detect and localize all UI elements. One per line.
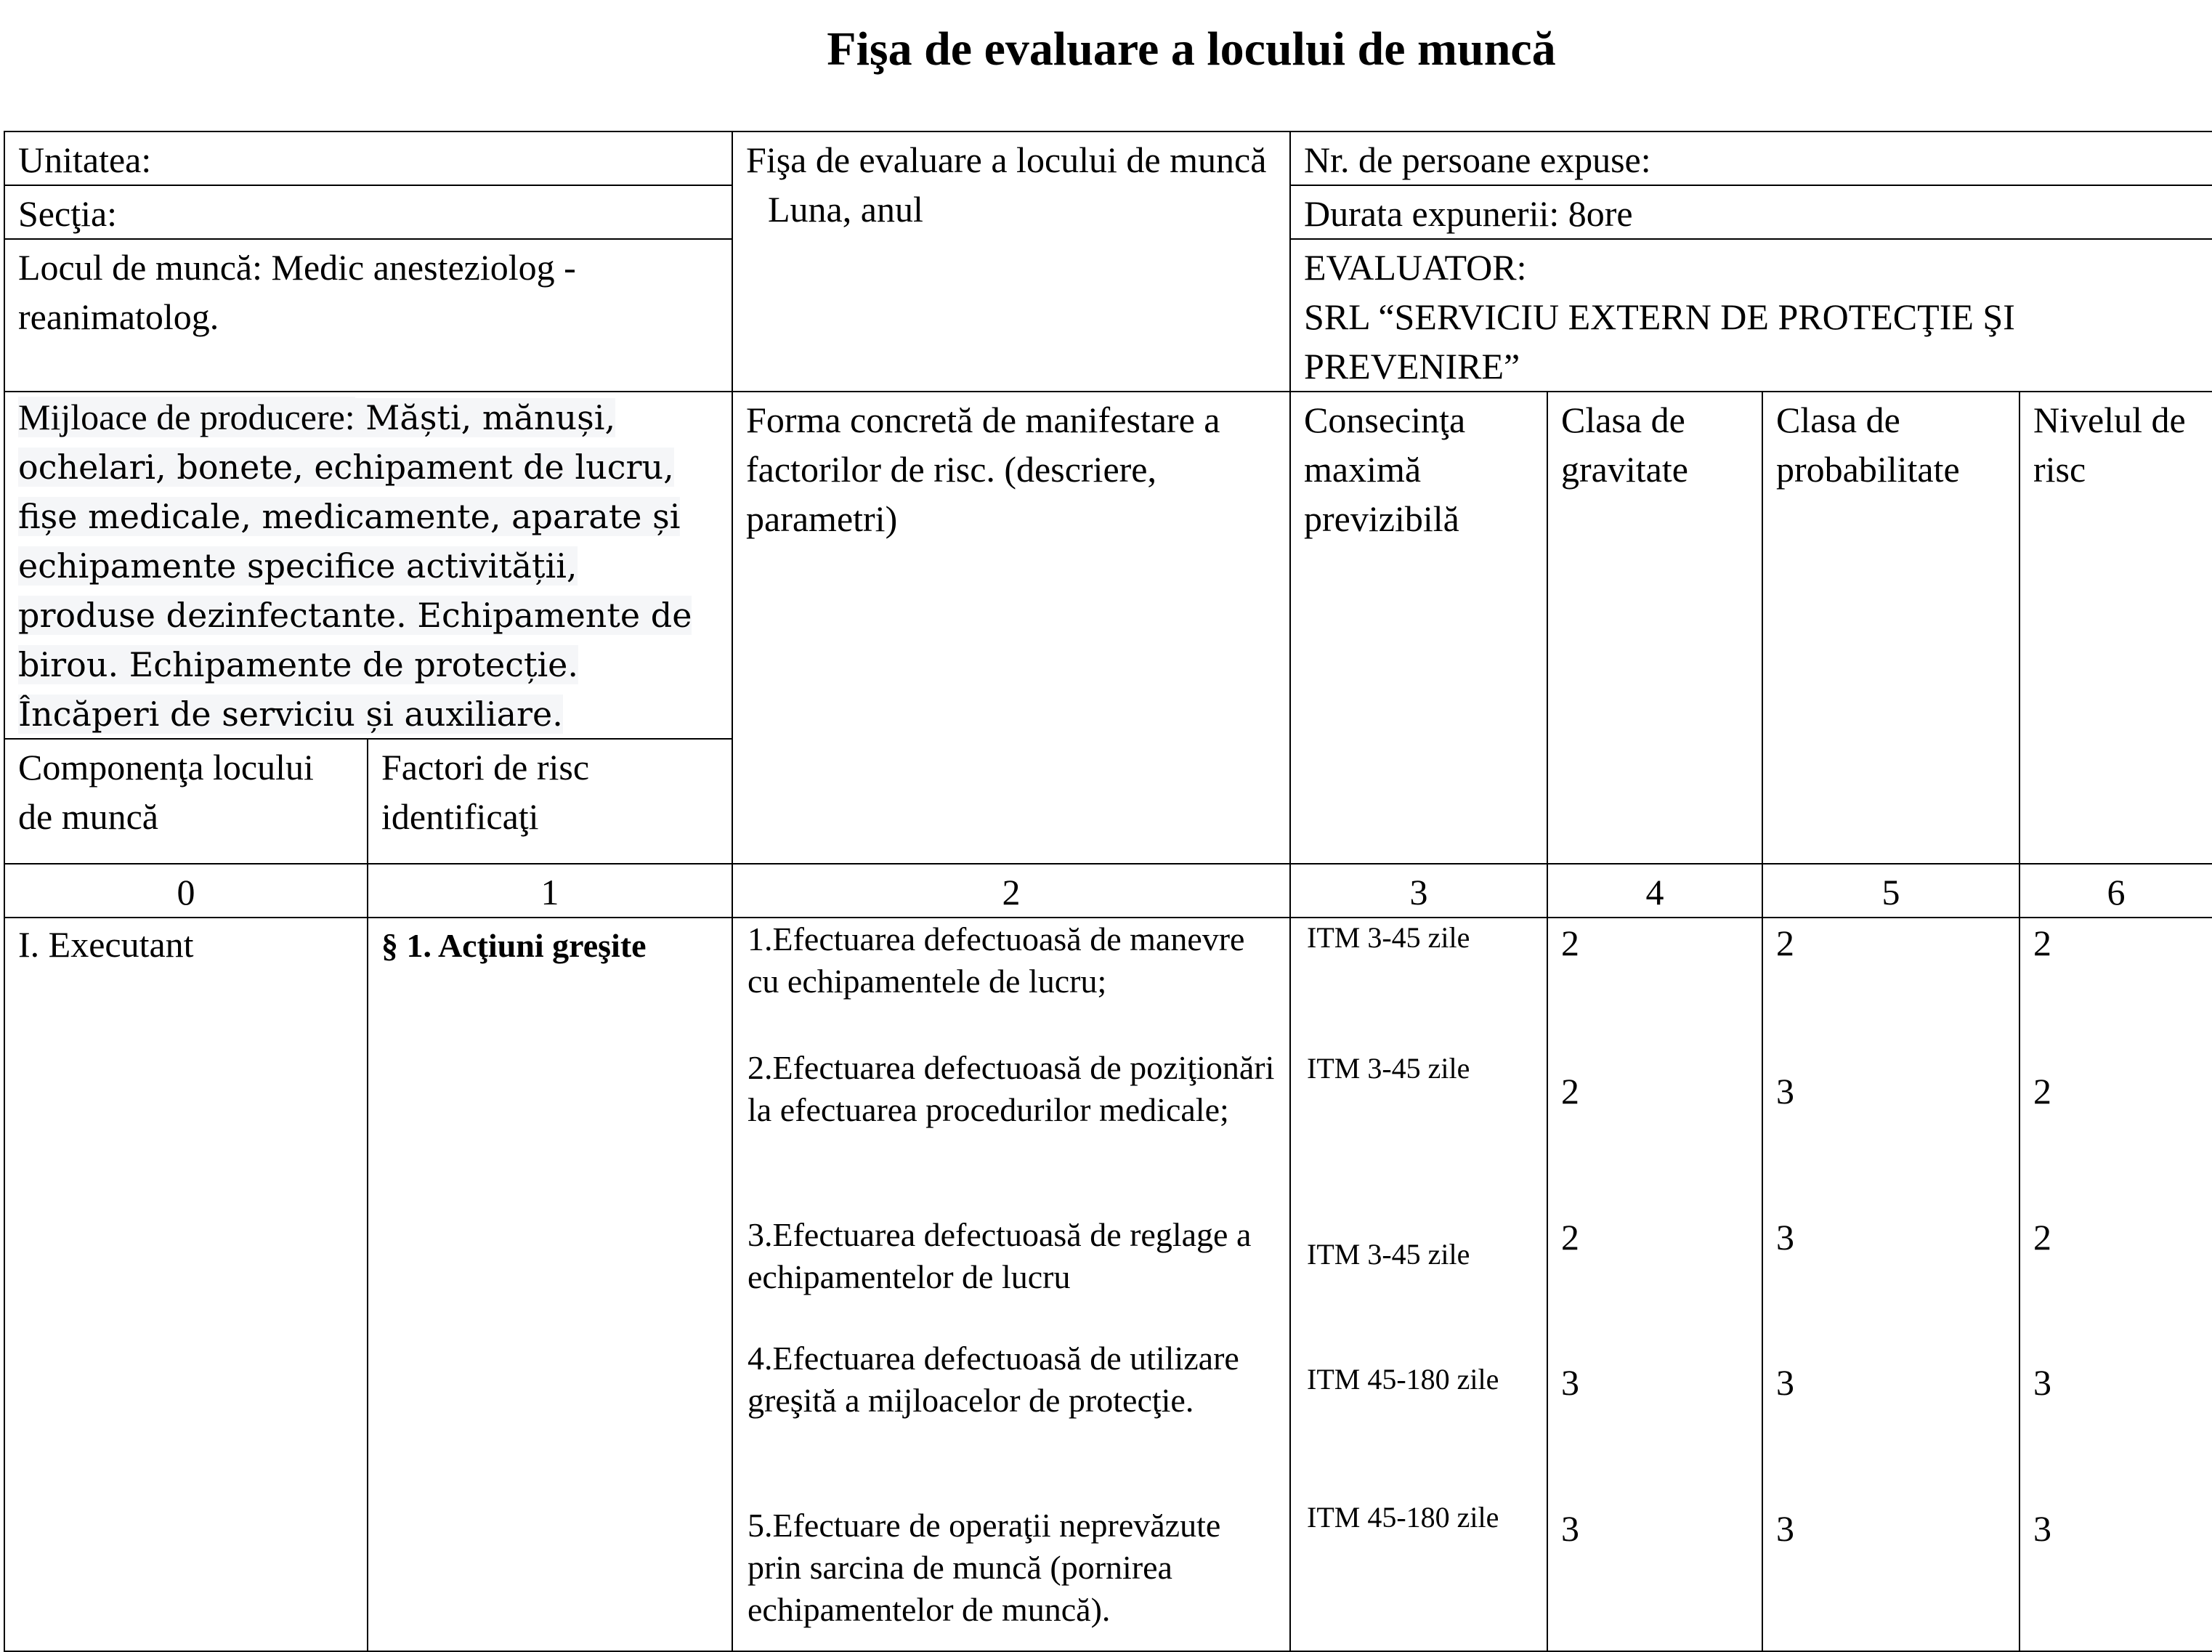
document-title: Fişa de evaluare a locului de muncă <box>827 23 1556 76</box>
gravitate-item-3: 2 <box>1561 1217 1580 1258</box>
consecinta-item-1: ITM 3-45 zile <box>1307 921 1470 954</box>
fisa-label: Fişa de evaluare a locului de muncă <box>746 139 1267 180</box>
probabilitate-item-4: 3 <box>1776 1362 1795 1403</box>
evaluation-table <box>4 131 2212 1652</box>
probabilitate-header-label: Clasa de probabilitate <box>1776 400 1960 490</box>
consecinta-cell <box>1290 918 1547 1651</box>
forma-item-2: 2.Efectuarea defectuoasă de poziţionări la efectuarea procedurilor medicale; <box>748 1049 1275 1128</box>
mijloace-text: Măști, mănuși, ochelari, bonete, echipament de lucru, fișe medicale, medicamente, aparate și echipamente specifice activității, produse dezinfectante. Echipamente de birou. Echipamente de protecție. Încăperi de serviciu și auxiliare. <box>18 398 692 734</box>
nivel-item-2: 2 <box>2033 1071 2052 1112</box>
probabilitate-item-1: 2 <box>1776 923 1795 963</box>
forma-item-3: 3.Efectuarea defectuoasă de reglage a echipamentelor de lucru <box>748 1216 1252 1295</box>
probabilitate-item-2: 3 <box>1776 1071 1795 1112</box>
forma-item-1: 1.Efectuarea defectuoasă de manevre cu echipamentele de lucru; <box>748 920 1245 1000</box>
forma-cell <box>732 918 1290 1651</box>
column-number: 1 <box>368 864 732 918</box>
column-number: 5 <box>1762 864 2019 918</box>
factori-header <box>368 739 732 864</box>
gravitate-header-label: Clasa de gravitate <box>1561 400 1688 490</box>
gravitate-item-2: 2 <box>1561 1071 1580 1112</box>
componenta-header <box>4 739 368 864</box>
nivel-item-3: 2 <box>2033 1217 2052 1258</box>
column-number: 6 <box>2019 864 2212 918</box>
componenta-header-label: Componenţa locului de muncă <box>18 747 314 837</box>
consecinta-header <box>1290 392 1547 864</box>
locul-label: Locul de muncă: Medic anesteziolog - reanimatolog. <box>18 247 576 337</box>
gravitate-cell <box>1547 918 1762 1651</box>
evaluator-cell <box>1290 239 2212 392</box>
unitatea-cell <box>4 131 732 185</box>
nr-persoane-cell <box>1290 131 2212 185</box>
forma-item-4: 4.Efectuarea defectuoasă de utilizare greşită a mijloacelor de protecţie. <box>748 1340 1239 1419</box>
consecinta-item-5: ITM 45-180 zile <box>1307 1501 1499 1534</box>
componenta-cell <box>4 918 368 1651</box>
sectia-label: Secţia: <box>18 193 118 234</box>
durata-label: Durata expunerii: 8ore <box>1304 193 1633 234</box>
factor-value: § 1. Acţiuni greşite <box>381 927 647 964</box>
nivel-item-5: 3 <box>2033 1508 2052 1549</box>
unitatea-label: Unitatea: <box>18 139 152 180</box>
consecinta-item-4: ITM 45-180 zile <box>1307 1363 1499 1396</box>
gravitate-header <box>1547 392 1762 864</box>
nivel-item-4: 3 <box>2033 1362 2052 1403</box>
nivel-cell <box>2019 918 2212 1651</box>
consecinta-item-2: ITM 3-45 zile <box>1307 1052 1470 1085</box>
probabilitate-item-3: 3 <box>1776 1217 1795 1258</box>
consecinta-item-3: ITM 3-45 zile <box>1307 1238 1470 1271</box>
nivel-item-1: 2 <box>2033 923 2052 963</box>
column-number: 4 <box>1547 864 1762 918</box>
probabilitate-cell <box>1762 918 2019 1651</box>
mijloace-cell <box>4 392 732 739</box>
locul-cell <box>4 239 732 392</box>
column-number: 0 <box>4 864 368 918</box>
probabilitate-item-5: 3 <box>1776 1508 1795 1549</box>
evaluator-name: SRL “SERVICIU EXTERN DE PROTECŢIE ŞI PREVENIRE” <box>1304 296 2015 386</box>
componenta-value: I. Executant <box>18 924 194 965</box>
luna-anul-label: Luna, anul <box>768 189 923 230</box>
gravitate-item-4: 3 <box>1561 1362 1580 1403</box>
column-number: 2 <box>732 864 1290 918</box>
factori-header-label: Factori de risc identificaţi <box>381 747 590 837</box>
forma-header <box>732 392 1290 864</box>
nr-persoane-label: Nr. de persoane expuse: <box>1304 139 1651 180</box>
gravitate-item-1: 2 <box>1561 923 1580 963</box>
durata-cell <box>1290 185 2212 239</box>
factor-cell <box>368 918 732 1651</box>
forma-header-label: Forma concretă de manifestare a factorilor de risc. (descriere, parametri) <box>746 400 1220 539</box>
nivel-header-label: Nivelul de risc <box>2033 400 2186 490</box>
sectia-cell <box>4 185 732 239</box>
gravitate-item-5: 3 <box>1561 1508 1580 1549</box>
fisa-cell <box>732 131 1290 392</box>
mijloace-label: Mijloace de producere: <box>18 397 355 437</box>
consecinta-header-label: Consecinţa maximă previzibilă <box>1304 400 1466 539</box>
evaluator-label: EVALUATOR: <box>1304 247 1527 288</box>
probabilitate-header <box>1762 392 2019 864</box>
nivel-header <box>2019 392 2212 864</box>
forma-item-5: 5.Efectuare de operaţii neprevăzute prin sarcina de muncă (pornirea echipamentelor de muncă). <box>748 1507 1221 1628</box>
column-number: 3 <box>1290 864 1547 918</box>
